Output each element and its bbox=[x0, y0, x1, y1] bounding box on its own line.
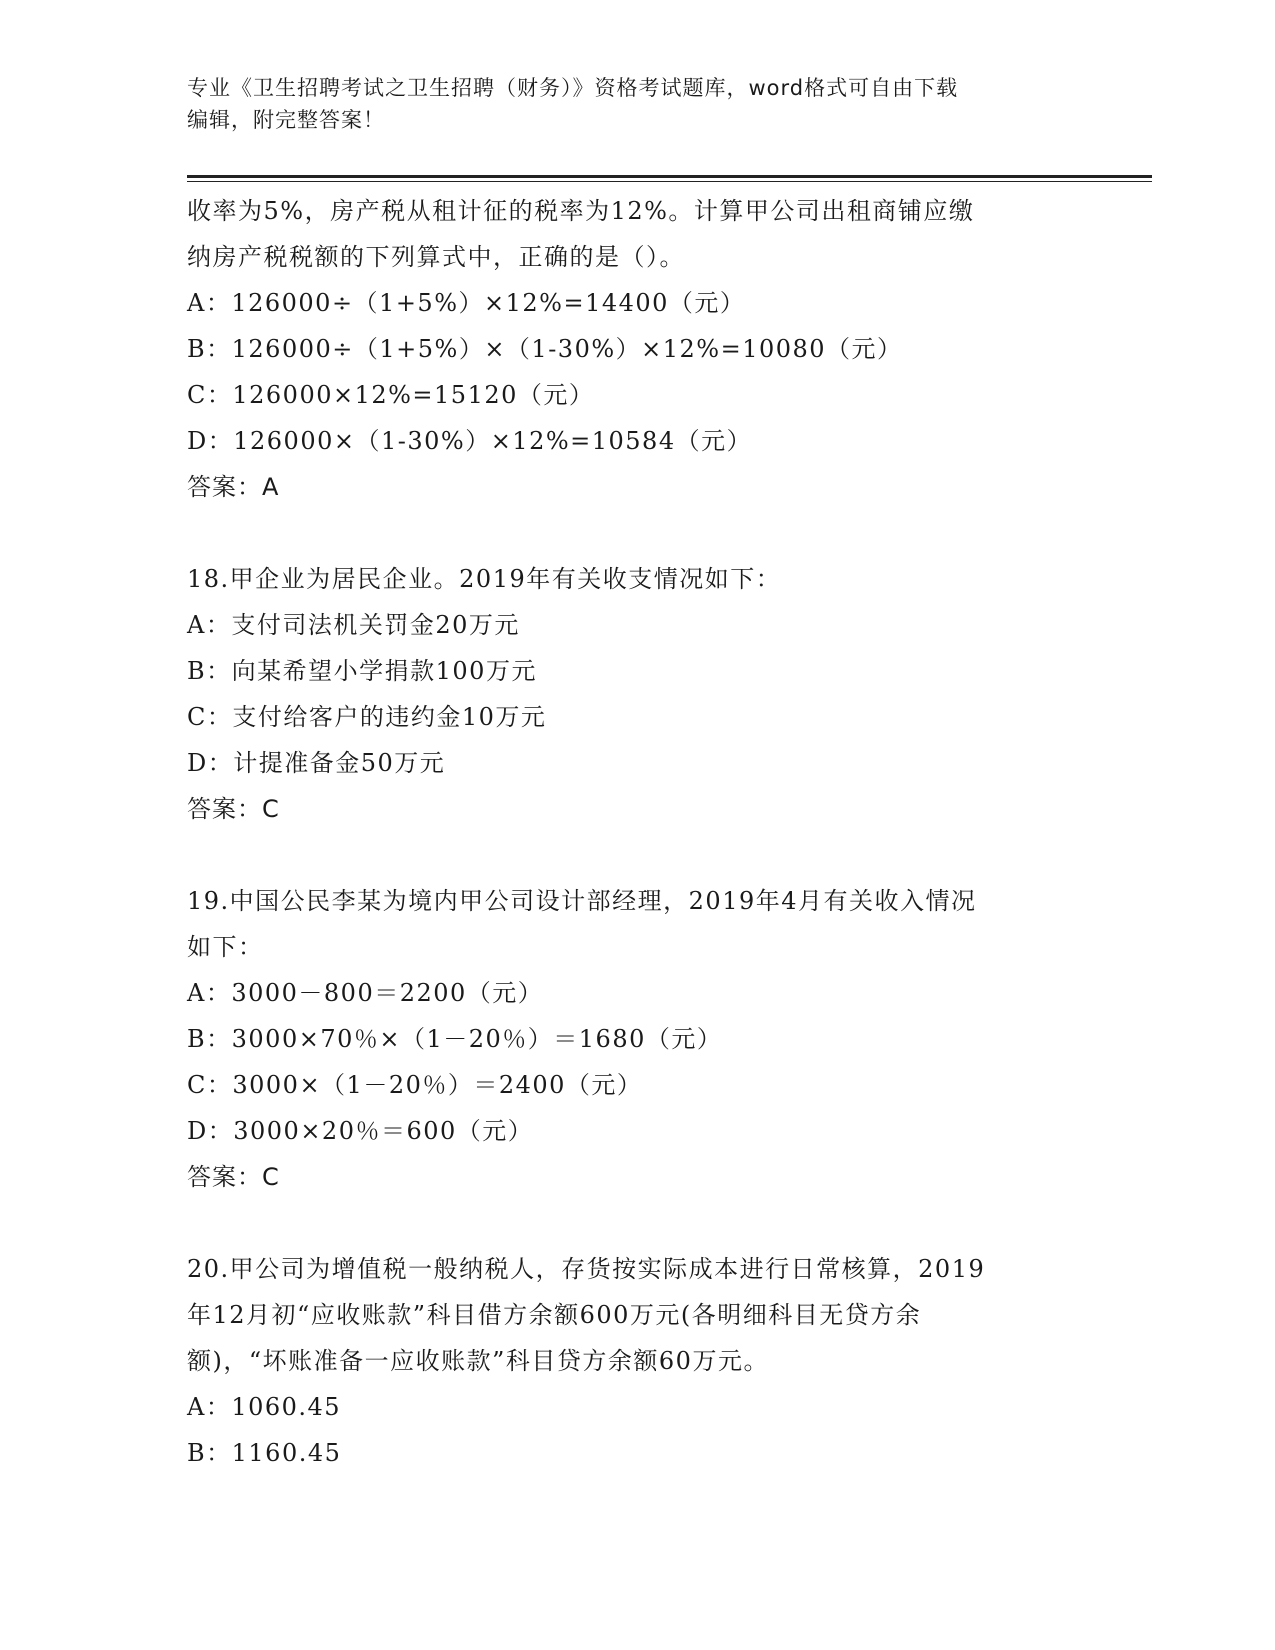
header-line-1: 专业《卫生招聘考试之卫生招聘（财务）》资格考试题库，word格式可自由下载 bbox=[187, 76, 959, 100]
question-stem-line: 18.甲企业为居民企业。2019年有关收支情况如下： bbox=[187, 565, 782, 593]
option-c: C：3000×（1－20％）＝2400（元） bbox=[187, 1071, 643, 1099]
question-spacer bbox=[187, 510, 1087, 556]
header-divider-thin bbox=[187, 181, 1152, 182]
question-spacer bbox=[187, 1200, 1087, 1246]
option-a: A：1060.45 bbox=[187, 1393, 342, 1421]
answer-line: 答案：C bbox=[187, 1163, 280, 1191]
question-stem-line: 如下： bbox=[187, 933, 264, 961]
option-a: A：126000÷（1+5%）×12%=14400（元） bbox=[187, 289, 746, 317]
option-a: A：支付司法机关罚金20万元 bbox=[187, 611, 520, 639]
option-d: D：3000×20％＝600（元） bbox=[187, 1117, 534, 1145]
question-stem-line: 19.中国公民李某为境内甲公司设计部经理，2019年4月有关收入情况 bbox=[187, 887, 977, 915]
question-17 bbox=[187, 188, 1087, 510]
question-content bbox=[187, 188, 1087, 1476]
question-stem-line: 年12月初“应收账款”科目借方余额600万元(各明细科目无贷方余 bbox=[187, 1301, 922, 1329]
question-19 bbox=[187, 878, 1087, 1200]
question-spacer bbox=[187, 832, 1087, 878]
header-line-2: 编辑，附完整答案！ bbox=[187, 108, 385, 132]
option-d: D：计提准备金50万元 bbox=[187, 749, 446, 777]
option-b: B：126000÷（1+5%）×（1-30%）×12%=10080（元） bbox=[187, 335, 903, 363]
question-stem-line: 20.甲公司为增值税一般纳税人，存货按实际成本进行日常核算，2019 bbox=[187, 1255, 986, 1283]
question-20 bbox=[187, 1246, 1087, 1476]
option-c: C：支付给客户的违约金10万元 bbox=[187, 703, 547, 731]
option-b: B：向某希望小学捐款100万元 bbox=[187, 657, 537, 685]
question-stem-line: 纳房产税税额的下列算式中，正确的是（）。 bbox=[187, 243, 685, 271]
header-divider-thick bbox=[187, 175, 1152, 178]
answer-line: 答案：A bbox=[187, 473, 280, 501]
option-c: C：126000×12%=15120（元） bbox=[187, 381, 595, 409]
option-d: D：126000×（1-30%）×12%=10584（元） bbox=[187, 427, 753, 455]
question-stem-line: 额)，“坏账准备一应收账款”科目贷方余额60万元。 bbox=[187, 1347, 769, 1375]
document-header bbox=[187, 72, 1087, 136]
answer-line: 答案：C bbox=[187, 795, 280, 823]
question-stem-line: 收率为5%，房产税从租计征的税率为12%。计算甲公司出租商铺应缴 bbox=[187, 197, 975, 225]
option-b: B：3000×70％×（1－20％）＝1680（元） bbox=[187, 1025, 723, 1053]
option-a: A：3000－800＝2200（元） bbox=[187, 979, 544, 1007]
option-b: B：1160.45 bbox=[187, 1439, 342, 1467]
question-18 bbox=[187, 556, 1087, 832]
